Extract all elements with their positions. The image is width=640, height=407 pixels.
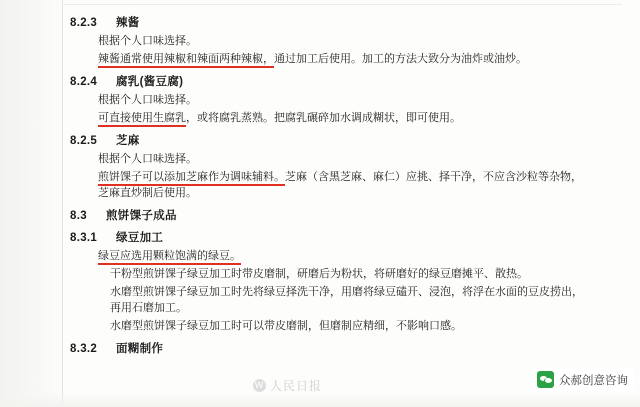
paragraph xyxy=(98,51,612,67)
paragraph-line xyxy=(98,169,612,185)
section-title: 芝麻 xyxy=(116,135,140,147)
section-title: 辣酱 xyxy=(116,17,140,29)
paragraph-text: 芝麻（含黑芝麻、麻仁）应挑、择干净，不应含沙粒等杂物， xyxy=(285,171,582,183)
paragraph-line: 再用石磨加工。 xyxy=(110,302,187,314)
paragraph-line: 水磨型煎饼馃子绿豆加工时可以带皮磨制，但磨制应精细，不影响口感。 xyxy=(110,320,462,332)
page-left-margin xyxy=(0,0,62,407)
paragraph-line: 根据个人口味选择。 xyxy=(98,153,197,165)
page-rule-horizontal xyxy=(62,4,622,5)
section-title: 绿豆加工 xyxy=(116,232,164,244)
account-name: 众郝创意咨询 xyxy=(559,374,628,387)
weibo-icon: W xyxy=(254,380,265,390)
page-rule-vertical xyxy=(62,0,63,407)
section-number: 8.2.5 xyxy=(70,135,98,147)
section-heading xyxy=(70,14,612,30)
section-number: 8.3.1 xyxy=(70,232,98,244)
paragraph-text: 通过加工后使用。加工的方法大致分为油炸或油炒。 xyxy=(274,53,527,65)
highlighted-text: 煎饼馃子可以添加芝麻作为调味辅料。 xyxy=(98,171,285,183)
section-number: 8.3.2 xyxy=(70,343,98,355)
paragraph xyxy=(98,151,612,167)
paragraph xyxy=(98,248,612,264)
paragraph xyxy=(98,92,612,108)
paragraph-text: ，或将腐乳蒸熟。把腐乳碾碎加水调成糊状，即可使用。 xyxy=(186,112,461,124)
watermark-label: 人民日报 xyxy=(270,379,323,393)
paragraph xyxy=(110,318,612,334)
paragraph-line xyxy=(98,51,612,67)
section-heading xyxy=(70,340,612,356)
section-heading xyxy=(70,73,612,89)
section-heading xyxy=(70,132,612,148)
paragraph xyxy=(110,266,612,282)
paragraph xyxy=(110,284,612,316)
section-title: 煎饼馃子成品 xyxy=(106,210,177,222)
paragraph-line: 芝麻直炒制后使用。 xyxy=(98,187,197,199)
account-badge[interactable] xyxy=(531,368,634,391)
paragraph-line xyxy=(98,110,612,126)
paragraph-line: 根据个人口味选择。 xyxy=(98,94,197,106)
highlighted-text: 辣酱通常使用辣椒和辣面两种辣椒， xyxy=(98,53,274,65)
paragraph-line: 干粉型煎饼馃子绿豆加工时带皮磨制，研磨后为粉状，将研磨好的绿豆磨摊平、散热。 xyxy=(110,268,528,280)
paragraph-line: 根据个人口味选择。 xyxy=(98,35,197,47)
paragraph xyxy=(98,33,612,49)
section-number: 8.3 xyxy=(70,210,87,222)
paragraph xyxy=(98,110,612,126)
section-heading xyxy=(70,229,612,245)
highlighted-text: 可直接使用生腐乳 xyxy=(98,112,186,124)
section-heading xyxy=(70,207,612,223)
wechat-icon xyxy=(537,371,554,388)
section-title: 面糊制作 xyxy=(116,343,164,355)
section-number: 8.2.3 xyxy=(70,17,98,29)
section-title: 腐乳(酱豆腐) xyxy=(116,76,184,88)
paragraph-line xyxy=(98,248,612,264)
highlighted-text: 绿豆应选用颗粒饱满的绿豆。 xyxy=(98,250,241,262)
paragraph-line: 水磨型煎饼馃子绿豆加工时先将绿豆择洗干净，用磨将绿豆磕开、浸泡，将浮在水面的豆皮捞出， xyxy=(110,286,583,298)
paragraph xyxy=(98,169,612,201)
page-bottom-shadow xyxy=(0,393,640,407)
weibo-watermark xyxy=(253,377,322,394)
section-number: 8.2.4 xyxy=(70,76,98,88)
